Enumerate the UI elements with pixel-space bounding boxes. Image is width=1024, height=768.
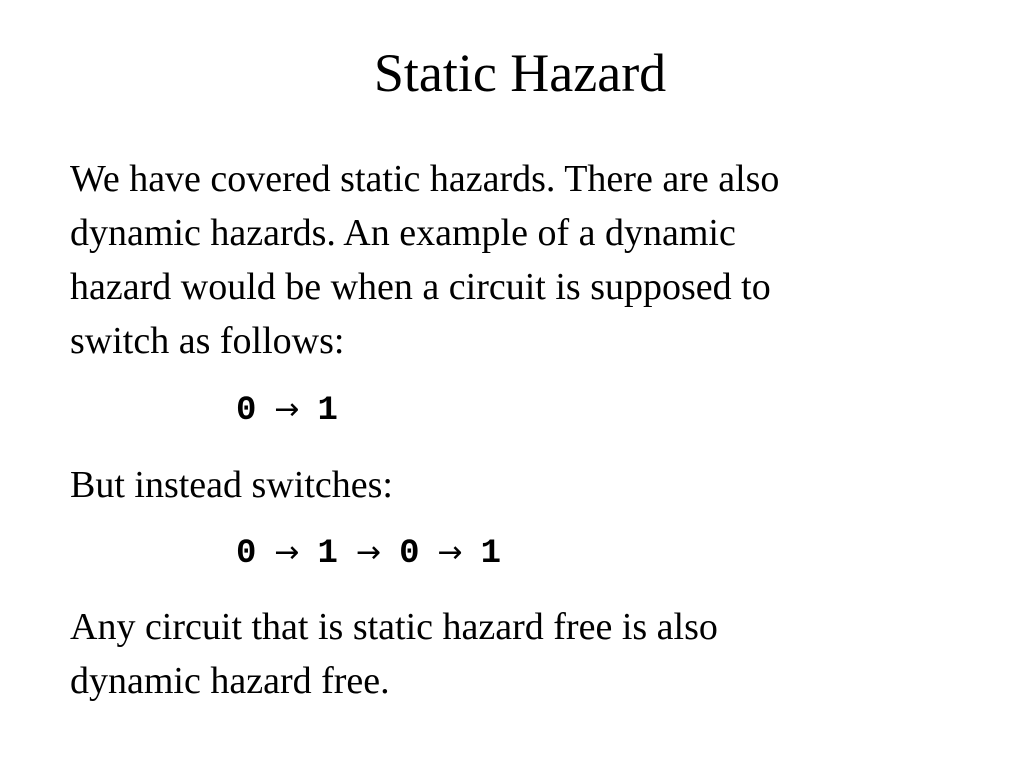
- right-arrow-icon: →: [274, 535, 300, 570]
- expected-sequence: [236, 390, 338, 431]
- instead-label: But instead switches:: [70, 464, 393, 506]
- sequence-value: 1: [317, 535, 338, 573]
- intro-paragraph: [70, 152, 970, 368]
- sequence-value: 0: [399, 535, 420, 573]
- conclusion-line: dynamic hazard free.: [70, 660, 390, 702]
- sequence-value: 0: [236, 535, 257, 573]
- actual-sequence: [236, 533, 501, 574]
- intro-line: hazard would be when a circuit is supposed to: [70, 266, 771, 308]
- right-arrow-icon: →: [437, 535, 463, 570]
- sequence-value: 0: [236, 392, 257, 430]
- intro-line: We have covered static hazards. There are also: [70, 158, 780, 200]
- intro-line: switch as follows:: [70, 320, 345, 362]
- right-arrow-icon: →: [355, 535, 382, 570]
- sequence-value: 1: [317, 392, 338, 430]
- sequence-value: 1: [480, 535, 502, 573]
- conclusion-line: Any circuit that is static hazard free is also: [70, 606, 718, 648]
- right-arrow-icon: →: [274, 392, 300, 427]
- slide-title: Static Hazard: [373, 43, 667, 103]
- intro-line: dynamic hazards. An example of a dynamic: [70, 212, 736, 254]
- conclusion-paragraph: [70, 600, 970, 708]
